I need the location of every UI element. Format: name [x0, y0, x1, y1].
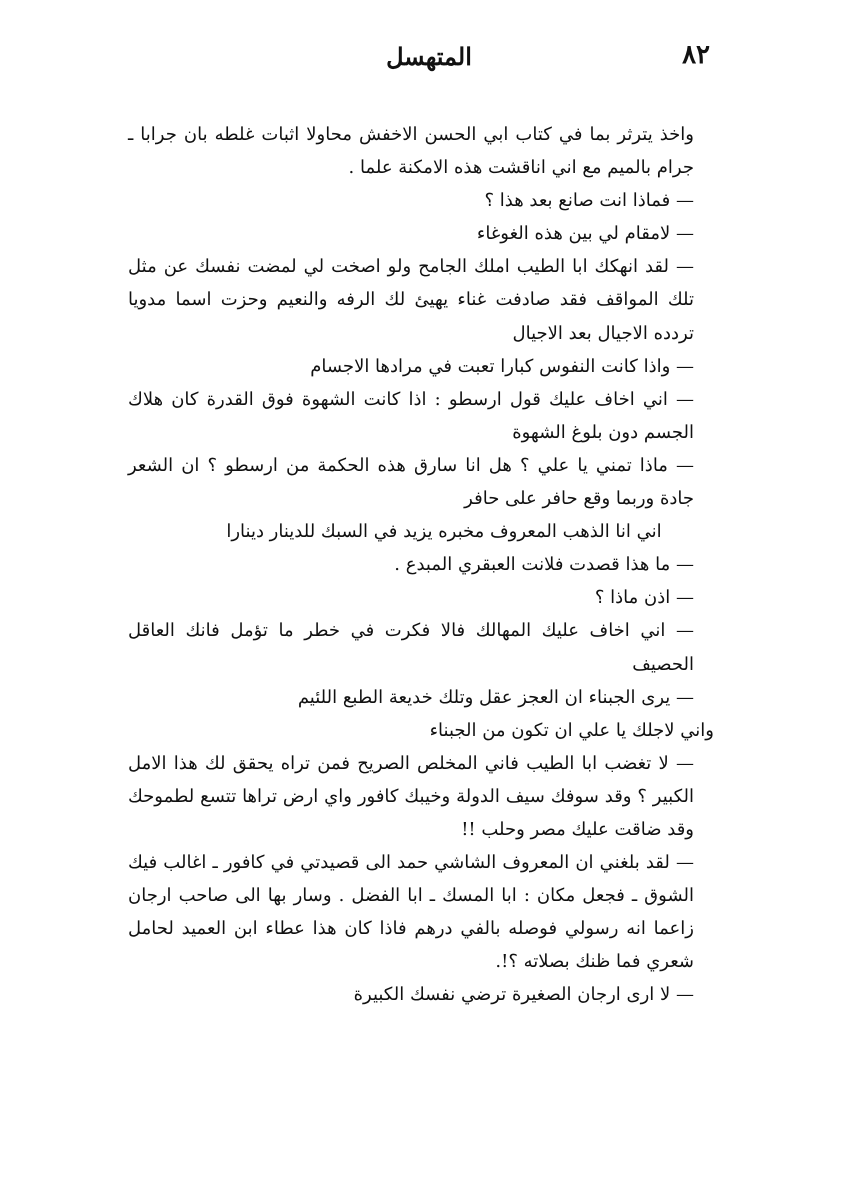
verse-line: — يرى الجبناء ان العجز عقل وتلك خديعة الطبع اللئيم	[297, 686, 694, 708]
paragraph: واخذ يترثر بما في كتاب ابي الحسن الاخفش محاولا اثبات غلطه بان جرابا ـ جرام بالميم مع اني اناقشت هذه الامكنة علما .	[128, 124, 694, 179]
dialogue-line: — لا ارى ارجان الصغيرة ترضي نفسك الكبيرة	[353, 984, 694, 1006]
verse-line: اني انا الذهب المعروف مخبره يزيد في السبك للدينار دينارا	[226, 521, 662, 543]
dialogue-line: — لا تغضب ابا الطيب فاني المخلص الصريح فمن تراه يحقق لك هذا الامل الكبير ؟ وقد سوفك سيف الدولة وخيبك كافور واي ارض تراها تتسع لطموحك وقد ضاقت عليك مصر وحلب !!	[128, 752, 694, 840]
dialogue-line: — اني اخاف عليك قول ارسطو : اذا كانت الشهوة فوق القدرة كان هلاك الجسم دون بلوغ الشهوة	[128, 388, 694, 443]
verse-line: — واذا كانت النفوس كبارا تعبت في مرادها الاجسام	[310, 355, 694, 377]
dialogue-line: — لقد بلغني ان المعروف الشاشي حمد الى قصيدتي في كافور ـ اغالب فيك الشوق ـ فجعل مكان : ابا المسك ـ ابا الفضل . وسار بها الى صاحب ارجان زاعما انه رسولي فوصله بالفي درهم فاذا كان هذا عطاء ابن العميد لحامل شعري فما ظنك بصلاته ؟!.	[128, 852, 694, 973]
running-title: المتهسل	[386, 42, 472, 71]
dialogue-line: — اني اخاف عليك المهالك فالا فكرت في خطر ما تؤمل فانك العاقل الحصيف	[128, 620, 694, 675]
dialogue-line: — ما هذا قصدت فلانت العبقري المبدع .	[394, 554, 694, 576]
dialogue-line: — لامقام لي بين هذه الغوغاء	[476, 223, 694, 245]
dialogue-line: — فماذا انت صانع بعد هذا ؟	[484, 190, 694, 212]
paragraph: واني لاجلك يا علي ان تكون من الجبناء	[429, 719, 714, 741]
dialogue-line: — اذن ماذا ؟	[594, 587, 694, 609]
page-number: ٨٢	[682, 40, 710, 70]
dialogue-line: — ماذا تمني يا علي ؟ هل انا سارق هذه الحكمة من ارسطو ؟ ان الشعر جادة وربما وقع حافر على حافر	[128, 454, 694, 510]
dialogue-line: — لقد انهكك ابا الطيب املك الجامح ولو اصخت لي لمضت نفسك عن مثل تلك المواقف فقد صادفت غناء يهيئ لك الرفه والنعيم وحزت اسما مدويا تردده الاجيال بعد الاجيال	[128, 256, 694, 344]
page-body	[128, 118, 736, 1012]
page-header	[0, 40, 858, 80]
